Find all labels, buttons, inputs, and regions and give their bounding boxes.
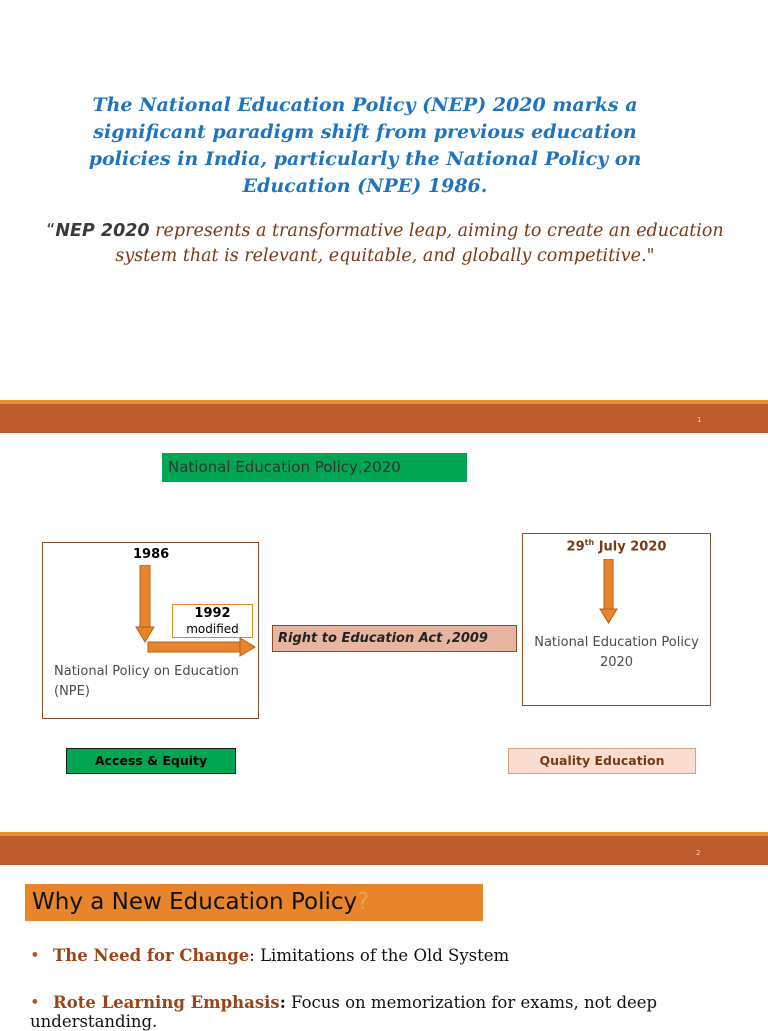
- quality-education-badge: Quality Education: [508, 748, 696, 774]
- down-arrow-icon: [136, 565, 154, 642]
- nep-label: National Education Policy 2020: [534, 635, 699, 670]
- quote-rest: represents a transformative leap, aiming to create an education system that is relevant, equitable, and globally competitive.": [115, 221, 724, 266]
- nep-date-suffix: th: [584, 538, 595, 547]
- slide-number-2: 2: [696, 849, 701, 857]
- heading-question-mark: ?: [357, 889, 370, 915]
- heading-text: Why a New Education Policy: [32, 889, 358, 915]
- bullet-separator: :: [249, 946, 255, 965]
- quote-strong: NEP 2020: [55, 221, 150, 241]
- intro-paragraph: The National Education Policy (NEP) 2020 marks a significant paradigm shift from previous education policies in India, particularly the National Policy on Education (NPE) 1986.: [88, 94, 642, 197]
- bullet-text: Limitations of the Old System: [254, 946, 510, 965]
- nep-2020-title: National Education Policy,2020: [162, 453, 467, 482]
- amendment-label: modified: [186, 622, 239, 636]
- bullet-icon: •: [30, 993, 40, 1012]
- slide-number-1: 1: [697, 416, 702, 424]
- npe-label: National Policy on Education (NPE): [54, 664, 239, 699]
- bullet-term: The Need for Change: [53, 946, 250, 965]
- list-item: [30, 993, 750, 1031]
- bullet-term: Rote Learning Emphasis: [53, 993, 280, 1012]
- down-arrow-icon: [599, 559, 619, 624]
- rte-act-box: Right to Education Act ,2009: [272, 625, 517, 652]
- nep-date-rest: July 2020: [594, 539, 667, 555]
- why-new-policy-heading: [25, 884, 483, 921]
- bullet-icon: •: [30, 946, 40, 965]
- bullet-text: Focus on memorization for exams, not deep understanding.: [30, 993, 658, 1031]
- amendment-box: [172, 604, 253, 638]
- nep-date-day: 29: [566, 539, 585, 555]
- list-item: [30, 946, 750, 965]
- access-equity-badge: Access & Equity: [66, 748, 236, 774]
- nep-date: [522, 538, 711, 554]
- bullet-separator: :: [279, 993, 286, 1012]
- slide-divider-bar-2: [0, 832, 768, 865]
- slide-divider-bar-1: [0, 400, 768, 433]
- npe-year: 1986: [133, 547, 170, 562]
- nep-quote: [40, 219, 730, 269]
- amendment-year: 1992: [194, 606, 231, 621]
- right-arrow-icon: [148, 638, 255, 656]
- quote-open-mark: “: [46, 221, 56, 241]
